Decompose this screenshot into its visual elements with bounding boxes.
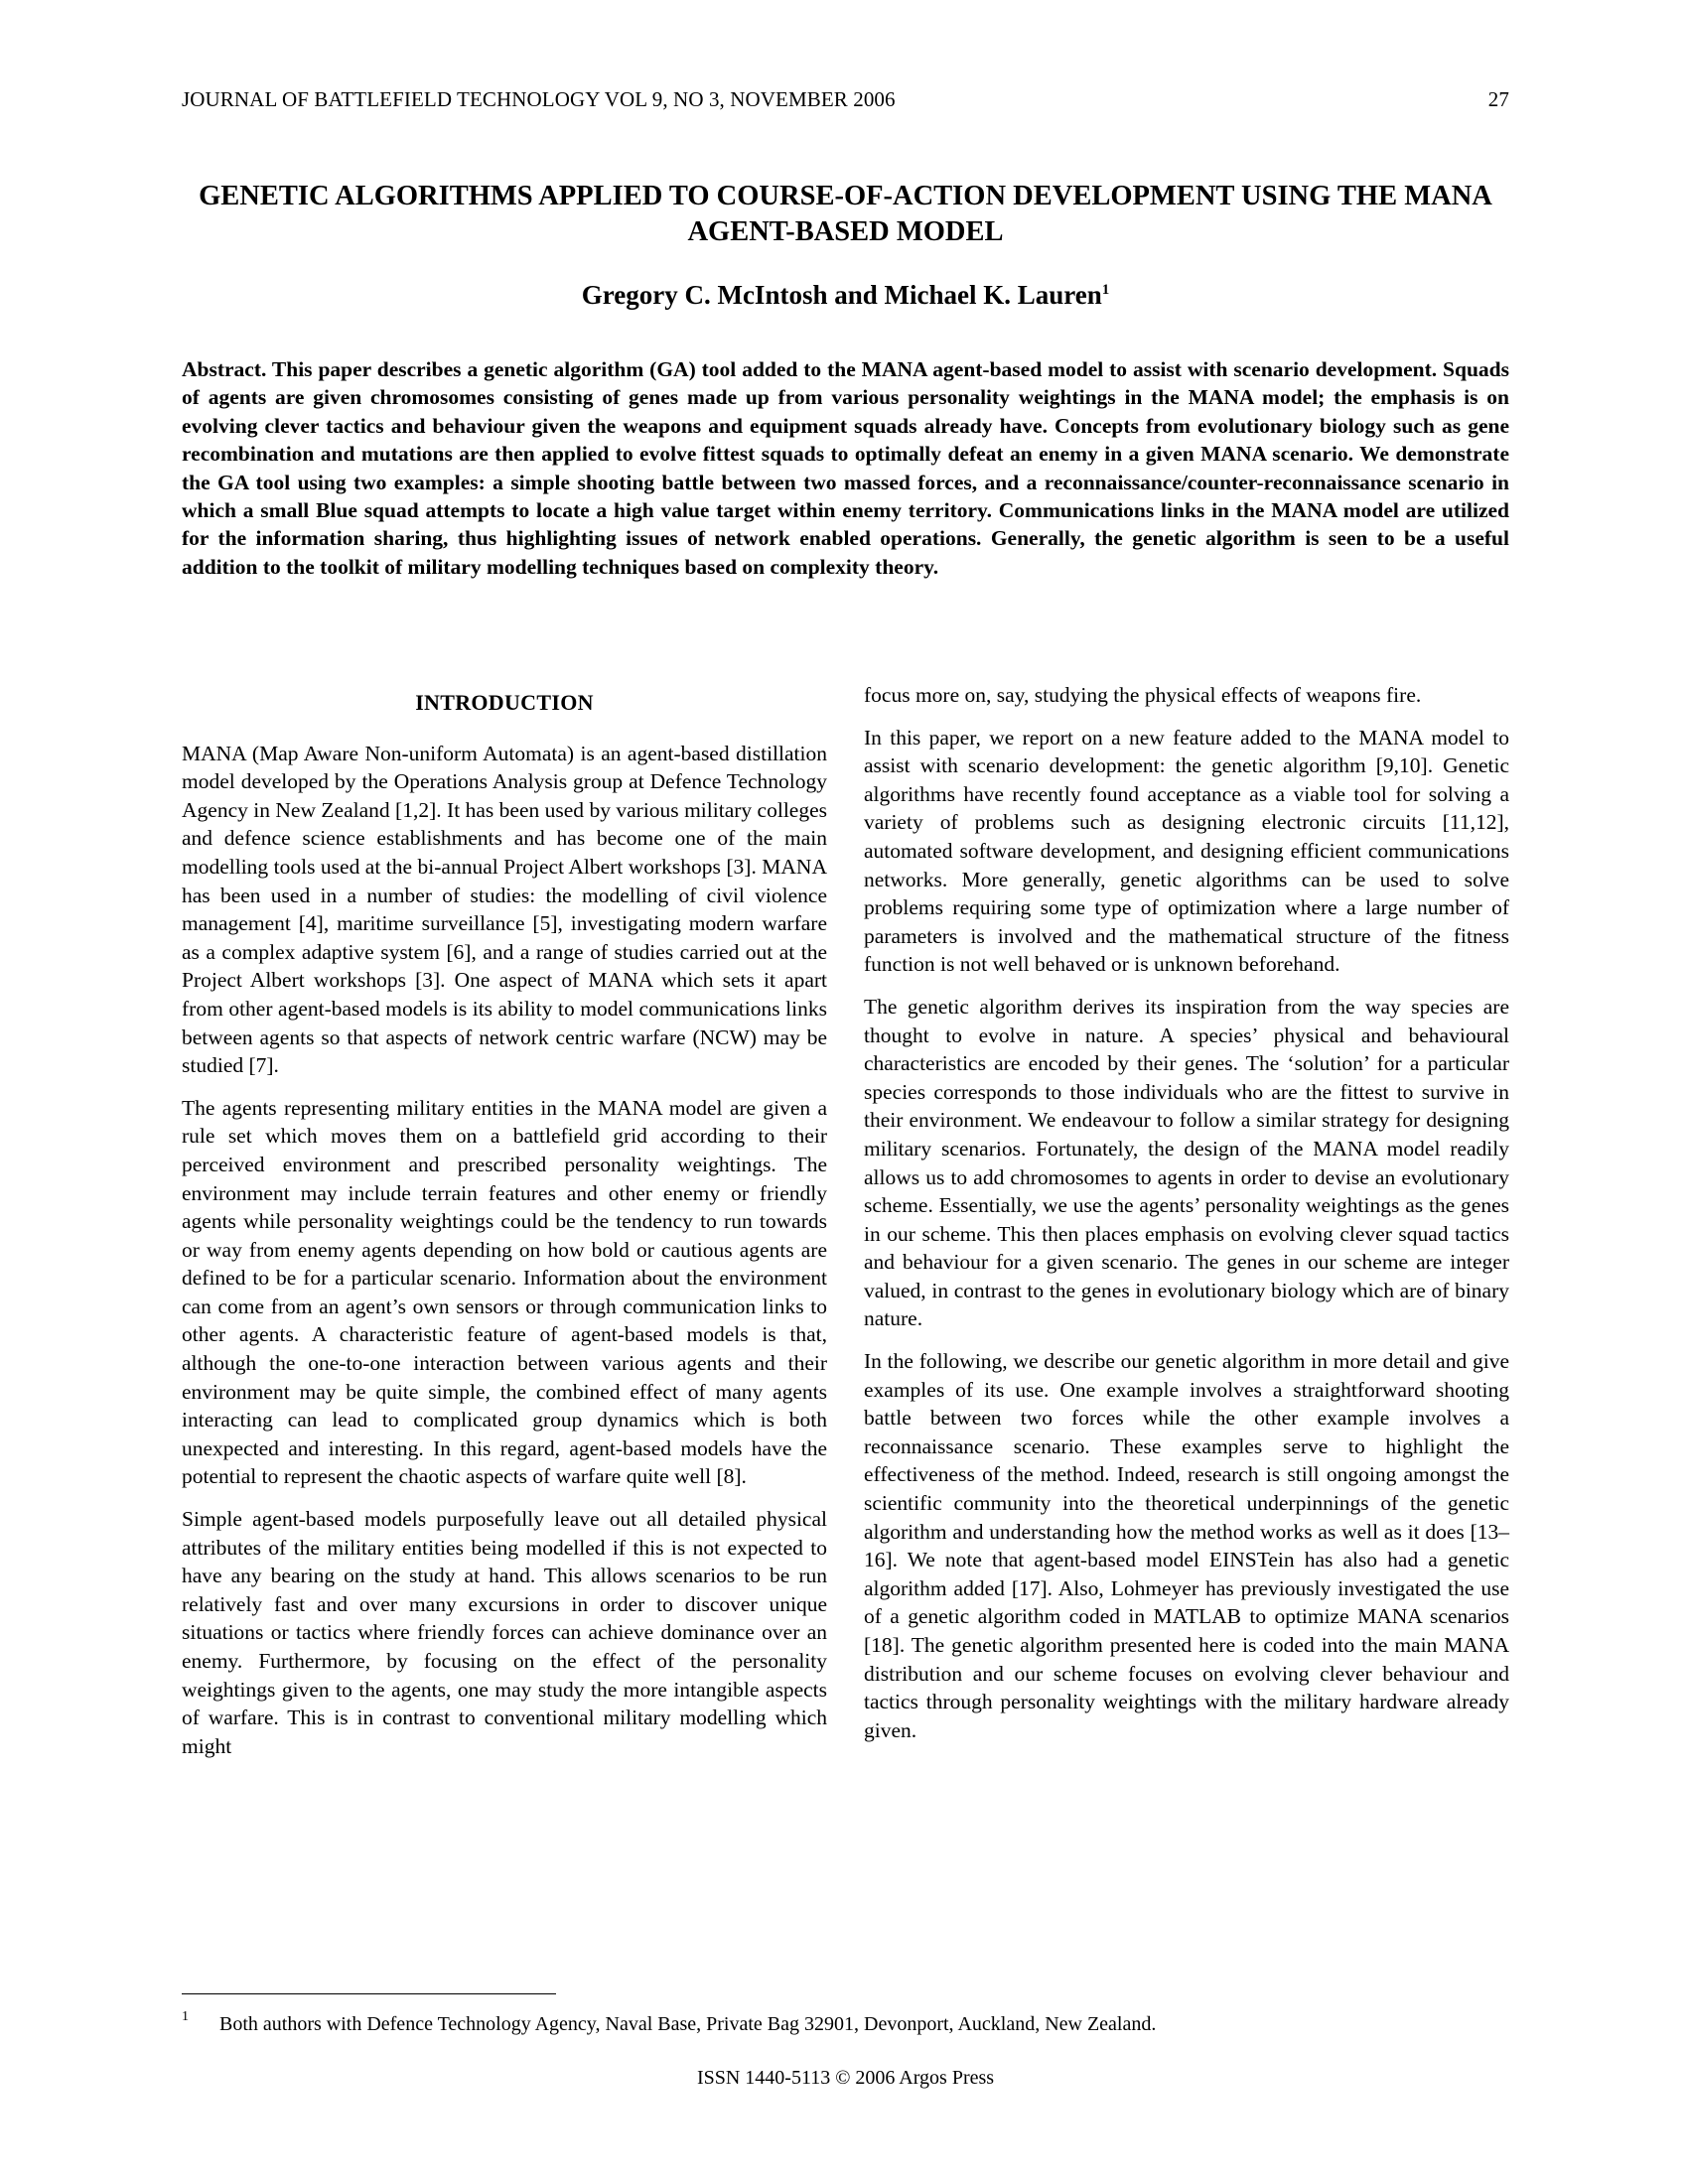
- paragraph: In the following, we describe our genetic algorithm in more detail and give examples of its use. One example involves a straightforward shooting battle between two forces while the other example involves a reconnaissance scenario. These examples serve to highlight the effectiveness of the method. Indeed, research is still ongoing amongst the scientific community into the theoretical underpinnings of the genetic algorithm and understanding how the method works as well as it does [13–16]. We note that agent-based model EINSTein has also had a genetic algorithm added [17]. Also, Lohmeyer has previously investigated the use of a genetic algorithm coded in MATLAB to optimize MANA scenarios [18]. The genetic algorithm presented here is coded into the main MANA distribution and our scheme focuses on evolving clever behaviour and tactics through personality weightings with the military hardware already given.: [864, 1349, 1509, 1742]
- page-number: 27: [1487, 87, 1509, 111]
- running-head: [182, 87, 1509, 112]
- paragraph: Simple agent-based models purposefully leave out all detailed physical attributes of the military entities being modelled if this is not expected to have any bearing on the study at hand. This allows scenarios to be run relatively fast and over many excursions in order to discover unique situations or tactics where friendly forces can achieve dominance over an enemy. Furthermore, by focusing on the effect of the personality weightings given to the agents, one may study the more intangible aspects of warfare. This is in contrast to conventional military modelling which might: [182, 1507, 827, 1758]
- footnote: [182, 2009, 1509, 2036]
- footnote-divider: [182, 1993, 556, 1994]
- section-heading-introduction: INTRODUCTION: [415, 690, 594, 715]
- paragraph: The agents representing military entities in the MANA model are given a rule set which moves them on a battlefield grid according to their perceived environment and prescribed personality weightings. The environment may include terrain features and other enemy or friendly agents while personality weightings could be the tendency to run towards or way from enemy agents depending on how bold or cautious agents are defined to be for a particular scenario. Information about the environment can come from an agent’s own sensors or through communication links to other agents. A characteristic feature of agent-based models is that, although the one-to-one interaction between various agents and their environment may be quite simple, the combined effect of many agents interacting can lead to complicated group dynamics which is both unexpected and interesting. In this regard, agent-based models have the potential to represent the chaotic aspects of warfare quite well [8].: [182, 1095, 827, 1489]
- paper-title: GENETIC ALGORITHMS APPLIED TO COURSE-OF-ACTION DEVELOPMENT USING THE MANA AGENT-BASED MODEL: [199, 181, 1492, 247]
- journal-citation: JOURNAL OF BATTLEFIELD TECHNOLOGY VOL 9, NO 3, NOVEMBER 2006: [182, 87, 896, 111]
- paragraph: focus more on, say, studying the physical effects of weapons fire.: [864, 683, 1422, 707]
- footnote-text: Both authors with Defence Technology Agency, Naval Base, Private Bag 32901, Devonport, Auckland, New Zealand.: [219, 2013, 1157, 2035]
- paragraph: In this paper, we report on a new feature added to the MANA model to assist with scenario development: the genetic algorithm [9,10]. Genetic algorithms have recently found acceptance as a viable tool for solving a variety of problems such as designing electronic circuits [11,12], automated software development, and designing efficient communications networks. More generally, genetic algorithms can be used to solve problems requiring some type of optimization where a large number of parameters is involved and the mathematical structure of the fitness function is not well behaved or is unknown beforehand.: [864, 725, 1509, 977]
- authors-line: [182, 280, 1509, 311]
- paragraph: The genetic algorithm derives its inspiration from the way species are thought to evolve in nature. A species’ physical and behavioural characteristics are encoded by their genes. The ‘solution’ for a particular species corresponds to those individuals who are the fittest to survive in their environment. We endeavour to follow a similar strategy for designing military scenarios. Fortunately, the design of the MANA model readily allows us to add chromosomes to agents in order to devise an evolutionary scheme. Essentially, we use the agents’ personality weightings as the genes in our scheme. This then places emphasis on evolving clever squad tactics and behaviour for a given scenario. The genes in our scheme are integer valued, in contrast to the genes in evolutionary biology which are of binary nature.: [864, 994, 1509, 1331]
- right-column: [864, 681, 1509, 1758]
- left-column: [182, 681, 827, 1774]
- paragraph: MANA (Map Aware Non-uniform Automata) is an agent-based distillation model developed by the Operations Analysis group at Defence Technology Agency in New Zealand [1,2]. It has been used by various military colleges and defence science establishments and has become one of the main modelling tools used at the bi-annual Project Albert workshops [3]. MANA has been used in a number of studies: the modelling of civil violence management [4], maritime surveillance [5], investigating modern warfare as a complex adaptive system [6], and a range of studies carried out at the Project Albert workshops [3]. One aspect of MANA which sets it apart from other agent-based models is its ability to model communications links between agents so that aspects of network centric warfare (NCW) may be studied [7].: [182, 741, 827, 1078]
- author-footnote-mark: 1: [1101, 282, 1110, 298]
- footnote-mark: 1: [182, 2009, 189, 2024]
- page-footer: ISSN 1440-5113 © 2006 Argos Press: [696, 2067, 995, 2089]
- author-names: Gregory C. McIntosh and Michael K. Lauren: [581, 280, 1102, 310]
- abstract: Abstract. This paper describes a genetic algorithm (GA) tool added to the MANA agent-based model to assist with scenario development. Squads of agents are given chromosomes consisting of genes made up from various personality weightings in the MANA model; the emphasis is on evolving clever tactics and behaviour given the weapons and equipment squads already have. Concepts from evolutionary biology such as gene recombination and mutations are then applied to evolve fittest squads to optimally defeat an enemy in a given MANA scenario. We demonstrate the GA tool using two examples: a simple shooting battle between two massed forces, and a reconnaissance/counter-reconnaissance scenario in which a small Blue squad attempts to locate a high value target within enemy territory. Communications links in the MANA model are utilized for the information sharing, thus highlighting issues of network enabled operations. Generally, the genetic algorithm is seen to be a useful addition to the toolkit of military modelling techniques based on complexity theory.: [182, 357, 1509, 579]
